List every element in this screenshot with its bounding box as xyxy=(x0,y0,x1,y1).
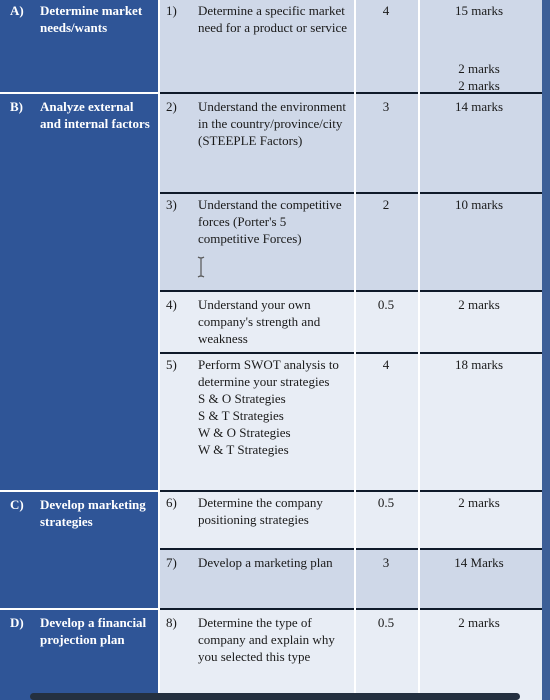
column-divider xyxy=(158,0,160,700)
task-weight: 4 xyxy=(382,357,390,372)
phase-label: B) xyxy=(10,99,23,114)
task-weight: 0.5 xyxy=(377,495,395,510)
task-number: 4) xyxy=(166,297,177,312)
task-marks: 10 marks xyxy=(454,197,504,212)
task-weight: 0.5 xyxy=(377,615,395,630)
column-divider xyxy=(418,0,420,700)
task-marks-extra: 2 marks 2 marks xyxy=(458,61,500,93)
task-text: Understand your own company's strength and weakness xyxy=(198,297,321,346)
phase-text: Analyze external and internal factors xyxy=(40,99,150,131)
phase-text: Develop a financial projection plan xyxy=(40,615,147,647)
task-weight: 4 xyxy=(382,3,390,18)
phase-label: D) xyxy=(10,615,24,630)
phase-label: A) xyxy=(10,3,24,18)
task-marks: 18 marks xyxy=(454,357,504,372)
task-marks: 2 marks xyxy=(458,495,500,510)
phase-text: Develop marketing strategies xyxy=(40,497,146,529)
task-marks: 2 marks xyxy=(458,297,500,312)
task-text: Understand the competitive forces (Porter's 5 competitive Forces) xyxy=(198,197,342,246)
next-column-edge xyxy=(542,0,550,700)
phase-text: Determine market needs/wants xyxy=(40,3,143,35)
task-text: Determine the type of company and explain why you selected this type xyxy=(198,615,335,664)
task-marks: 14 Marks xyxy=(454,555,504,570)
phase-divider xyxy=(0,92,158,94)
task-text: Understand the environment in the country/province/city (STEEPLE Factors) xyxy=(198,99,347,148)
task-weight: 3 xyxy=(382,555,390,570)
task-weight: 2 xyxy=(382,197,390,212)
task-text: Perform SWOT analysis to determine your strategies S & O Strategies S & T Strategies W & O Strategies W & T Strategies xyxy=(198,357,339,457)
task-number: 1) xyxy=(166,3,177,18)
task-number: 3) xyxy=(166,197,177,212)
task-text: Develop a marketing plan xyxy=(198,555,333,570)
phase-label: C) xyxy=(10,497,24,512)
task-marks: 15 marks xyxy=(454,3,504,18)
task-weight: 3 xyxy=(382,99,390,114)
task-number: 7) xyxy=(166,555,177,570)
task-marks: 2 marks xyxy=(458,615,500,630)
task-number: 5) xyxy=(166,357,177,372)
task-text: Determine a specific market need for a product or service xyxy=(198,3,348,35)
task-number: 6) xyxy=(166,495,177,510)
task-marks: 14 marks xyxy=(454,99,504,114)
phase-divider xyxy=(0,490,158,492)
task-weight: 0.5 xyxy=(377,297,395,312)
phase-divider xyxy=(0,608,158,610)
task-text: Determine the company positioning strategies xyxy=(198,495,323,527)
task-number: 2) xyxy=(166,99,177,114)
task-number: 8) xyxy=(166,615,177,630)
horizontal-scrollbar[interactable] xyxy=(30,693,520,700)
text-cursor-icon xyxy=(196,256,206,278)
